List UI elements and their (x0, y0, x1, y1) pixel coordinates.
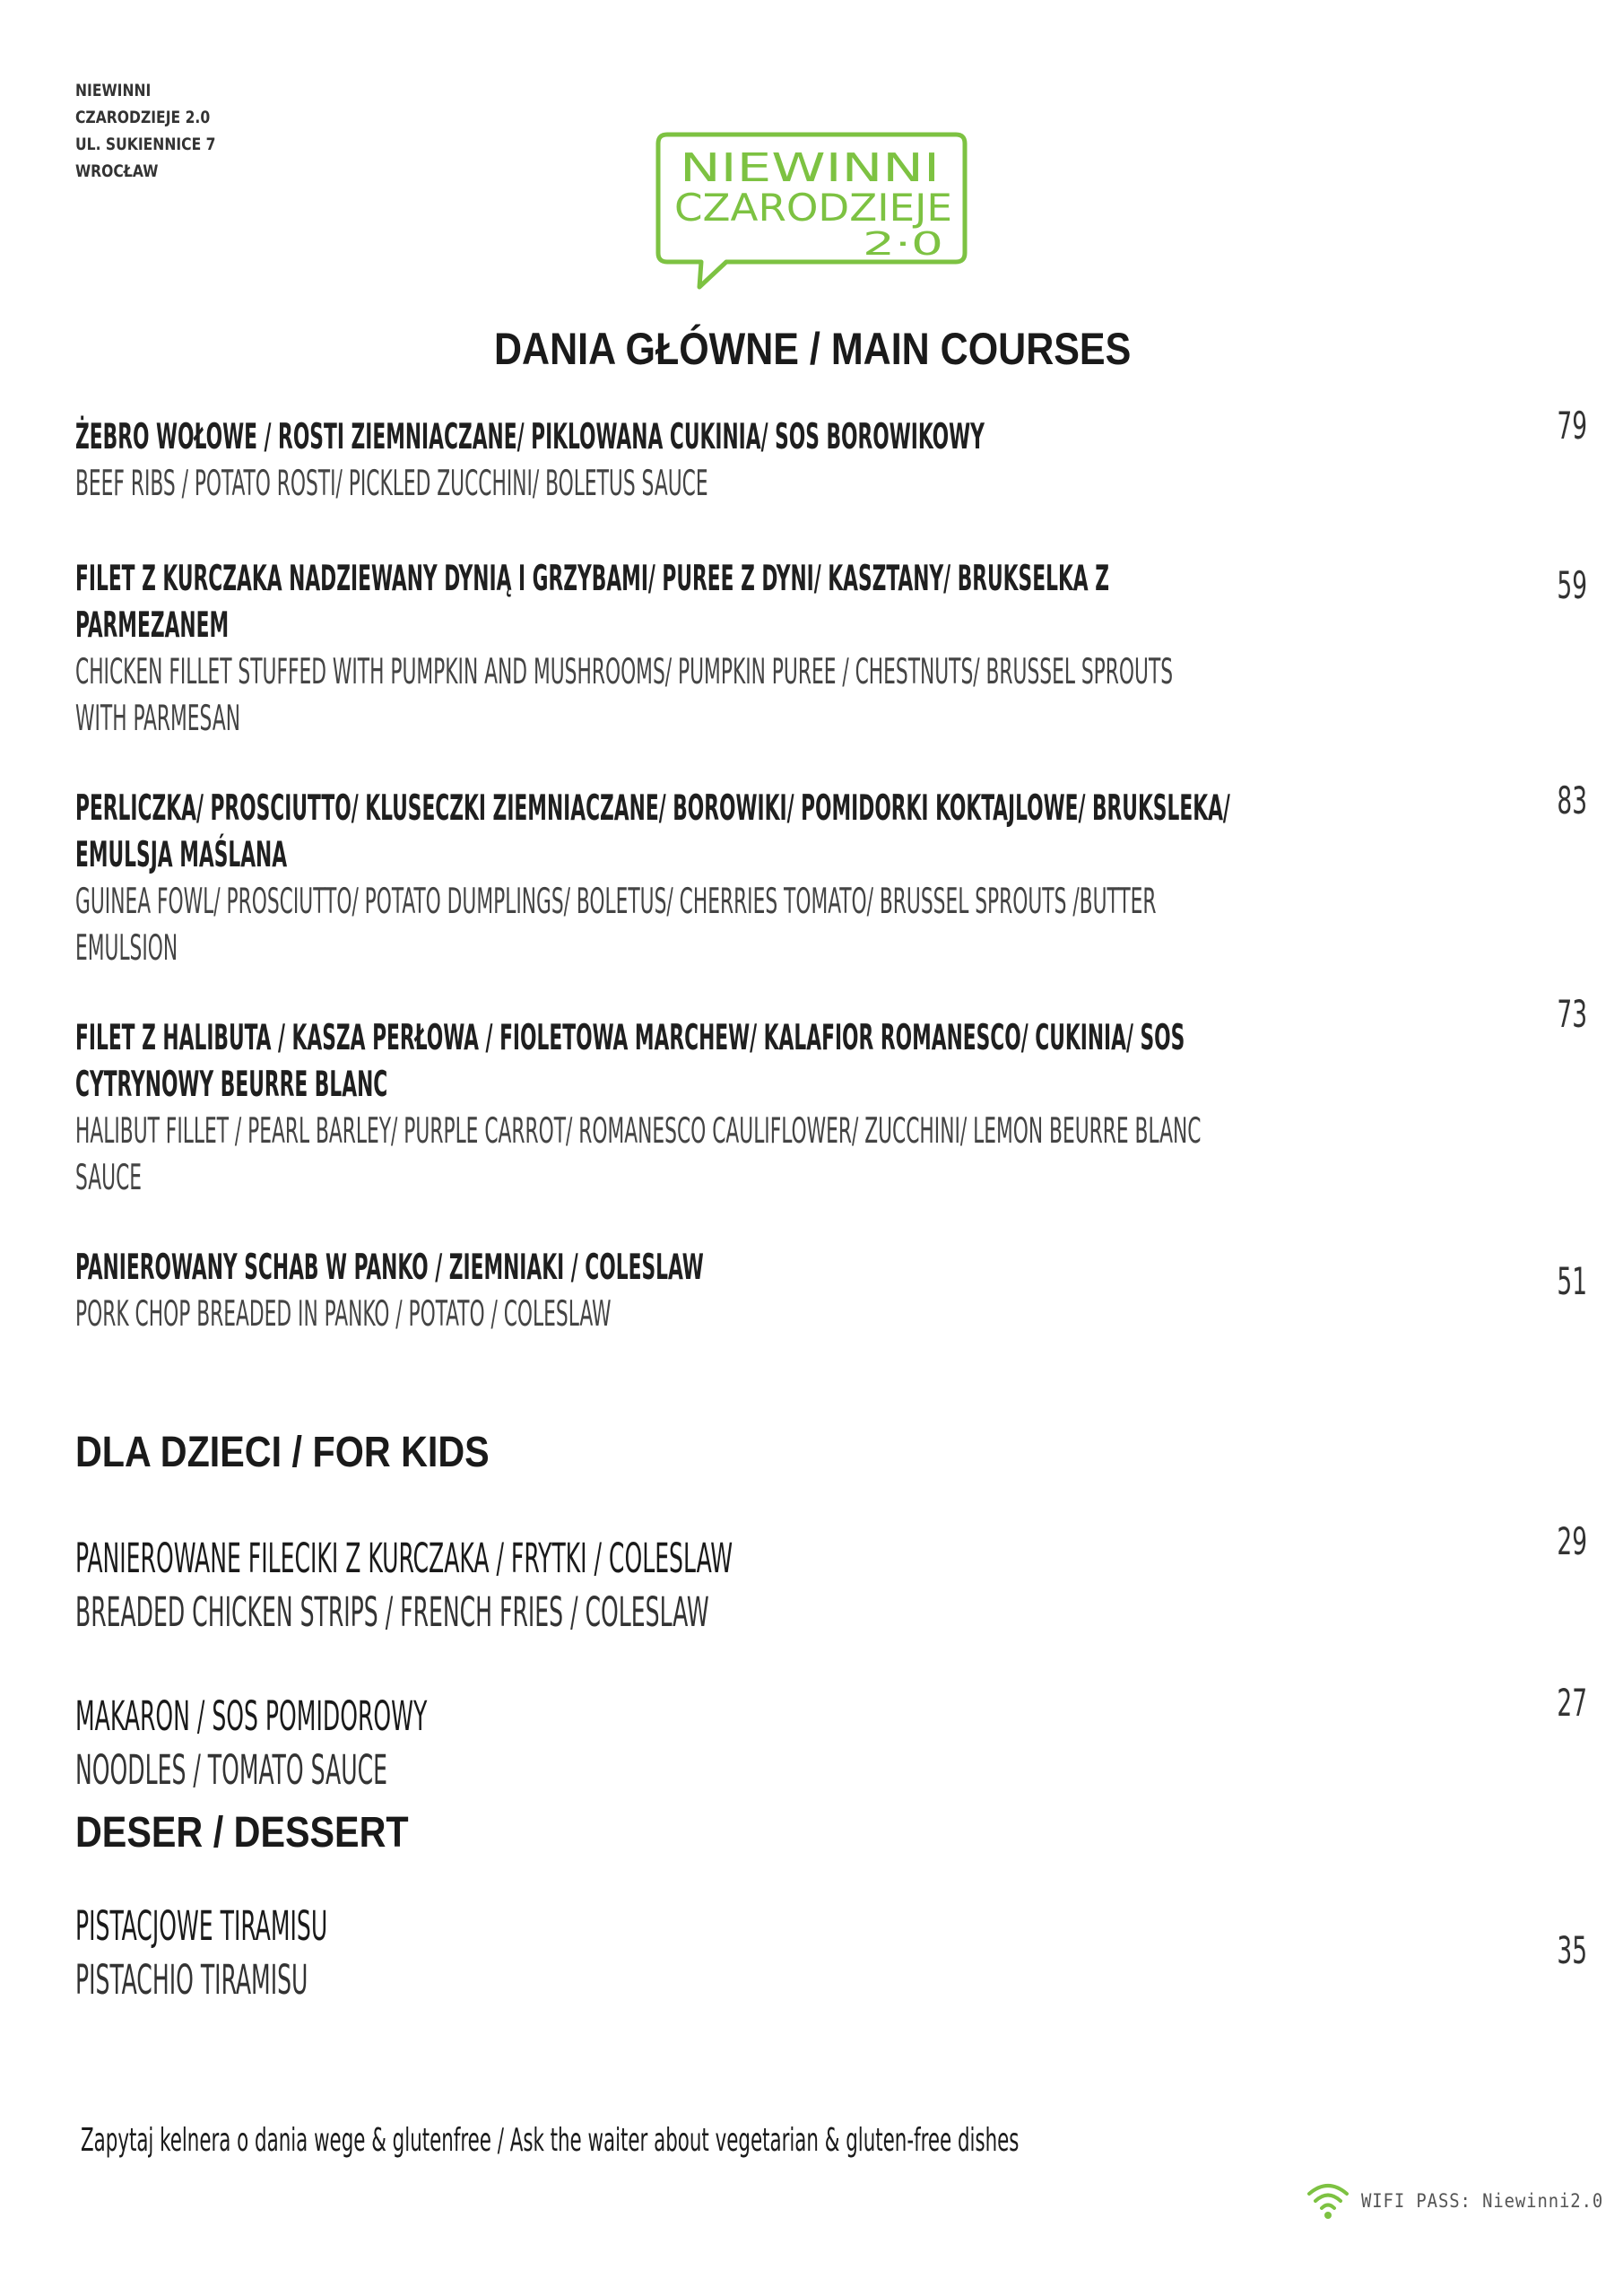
item-price: 73 (1557, 992, 1587, 1036)
address-line: UL. SUKIENNICE 7 (75, 135, 216, 154)
wifi-icon (1306, 2179, 1350, 2222)
section-heading-main-courses: DANIA GŁÓWNE / MAIN COURSES (494, 324, 1132, 374)
item-name-pl: ŻEBRO WOŁOWE / ROSTI ZIEMNIACZANE/ PIKLOWANA CUKINIA/ SOS BOROWIKOWY (75, 417, 985, 457)
menu-item (75, 786, 1331, 972)
item-price: 51 (1557, 1259, 1587, 1303)
address-line: WROCŁAW (75, 161, 159, 181)
menu-item (75, 556, 1331, 743)
section-heading-dessert: DESER / DESSERT (75, 1809, 409, 1857)
menu-item (75, 1532, 1331, 1639)
item-name-en: EMULSION (75, 928, 178, 969)
item-name-en: WITH PARMESAN (75, 699, 240, 739)
item-price: 29 (1557, 1519, 1587, 1563)
item-name-en: PORK CHOP BREADED IN PANKO / POTATO / COLESLAW (75, 1294, 612, 1335)
menu-item (75, 1245, 1331, 1338)
wifi-password: WIFI PASS: Niewinni2.0 (1361, 2190, 1604, 2212)
logo-line: NIEWINNI (680, 145, 940, 191)
address-line: NIEWINNI (75, 81, 152, 100)
item-name-en: PISTACHIO TIRAMISU (75, 1956, 308, 2004)
dietary-note: Zapytaj kelnera o dania wege & glutenfree / Ask the waiter about vegetarian & gluten-free dishes (81, 2122, 1020, 2159)
logo-line: CZARODZIEJE (674, 186, 952, 230)
item-name-en: BREADED CHICKEN STRIPS / FRENCH FRIES / COLESLAW (75, 1588, 709, 1636)
menu-item (75, 1690, 1331, 1797)
menu-item (75, 1900, 1331, 2007)
menu-item (75, 414, 1331, 508)
item-name-en: HALIBUT FILLET / PEARL BARLEY/ PURPLE CARROT/ ROMANESCO CAULIFLOWER/ ZUCCHINI/ LEMON BEURRE BLANC (75, 1111, 1202, 1152)
restaurant-address (75, 77, 247, 185)
item-price: 79 (1557, 404, 1587, 448)
item-name-pl: PARMEZANEM (75, 605, 230, 646)
item-name-en: BEEF RIBS / POTATO ROSTI/ PICKLED ZUCCHINI/ BOLETUS SAUCE (75, 464, 708, 504)
item-name-pl: PISTACJOWE TIRAMISU (75, 1902, 328, 1950)
item-name-en: CHICKEN FILLET STUFFED WITH PUMPKIN AND MUSHROOMS/ PUMPKIN PUREE / CHESTNUTS/ BRUSSEL SPROUTS (75, 652, 1174, 692)
item-name-en: NOODLES / TOMATO SAUCE (75, 1746, 387, 1794)
item-name-pl: PANIEROWANY SCHAB W PANKO / ZIEMNIAKI / COLESLAW (75, 1248, 704, 1288)
item-name-pl: CYTRYNOWY BEURRE BLANC (75, 1065, 388, 1105)
item-price: 83 (1557, 778, 1587, 822)
item-name-pl: PERLICZKA/ PROSCIUTTO/ KLUSECZKI ZIEMNIACZANE/ BOROWIKI/ POMIDORKI KOKTAJLOWE/ BRUKSLEKA/ (75, 788, 1230, 829)
section-heading-kids: DLA DZIECI / FOR KIDS (75, 1429, 490, 1476)
item-name-pl: EMULSJA MAŚLANA (75, 835, 288, 875)
item-price: 59 (1557, 563, 1587, 607)
item-name-pl: FILET Z KURCZAKA NADZIEWANY DYNIĄ I GRZYBAMI/ PUREE Z DYNI/ KASZTANY/ BRUKSELKA Z (75, 559, 1109, 599)
item-price: 27 (1557, 1681, 1587, 1725)
address-line: CZARODZIEJE 2.0 (75, 108, 211, 127)
item-name-en: GUINEA FOWL/ PROSCIUTTO/ POTATO DUMPLINGS/ BOLETUS/ CHERRIES TOMATO/ BRUSSEL SPROUTS /BUTTER (75, 882, 1157, 922)
logo-line: 2·0 (863, 226, 943, 263)
item-name-en: SAUCE (75, 1158, 143, 1198)
menu-item (75, 1015, 1331, 1202)
item-name-pl: MAKARON / SOS POMIDOROWY (75, 1692, 428, 1740)
item-name-pl: FILET Z HALIBUTA / KASZA PERŁOWA / FIOLETOWA MARCHEW/ KALAFIOR ROMANESCO/ CUKINIA/ SOS (75, 1018, 1185, 1058)
restaurant-logo (655, 129, 968, 291)
item-name-pl: PANIEROWANE FILECIKI Z KURCZAKA / FRYTKI / COLESLAW (75, 1535, 733, 1582)
item-price: 35 (1557, 1928, 1587, 1972)
